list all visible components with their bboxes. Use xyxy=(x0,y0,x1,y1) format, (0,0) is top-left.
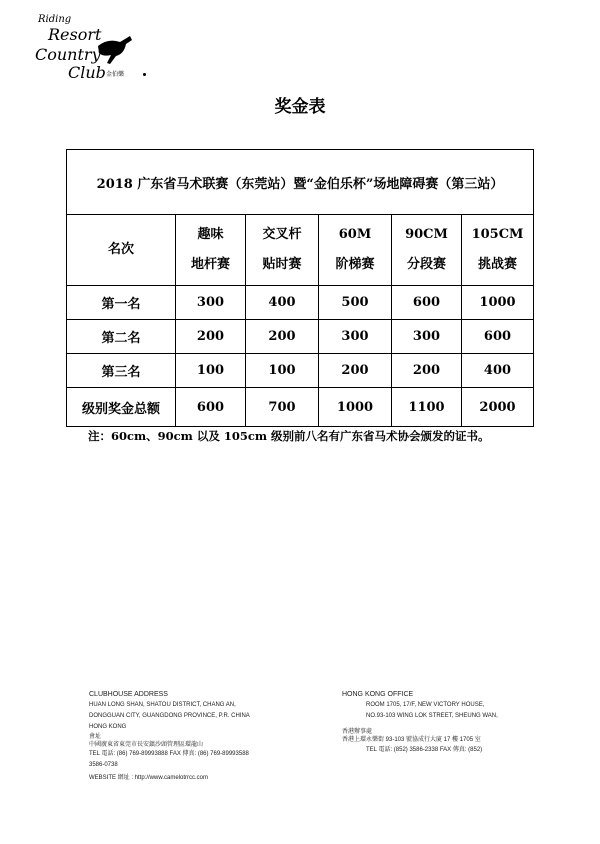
row-label: 级别奖金总额 xyxy=(67,388,176,427)
dot xyxy=(143,73,146,76)
svg-text:Club: Club xyxy=(68,63,106,82)
svg-text:Country: Country xyxy=(35,45,101,64)
page-title: 奖金表 xyxy=(274,97,326,117)
cell: 2000 xyxy=(462,388,534,427)
row-label: 第二名 xyxy=(67,320,176,354)
cell: 100 xyxy=(176,354,246,388)
cell: 1000 xyxy=(462,286,534,320)
clubhouse-address: CLUBHOUSE ADDRESS HUAN LONG SHAN, SHATOU DISTRICT, CHANG AN, DONGGUAN CITY, GUANGDONG PROVINCE, P.R. CHINA HONG KONG 會址 中國廣東省東莞市長安鎮沙頭管理區環龍山 TEL 電話: (86) 769-89993888 FAX 傳真: (86) 769-89993588 3586-0738 WEBSITE 網址 : http://www.camelotrrcc.com xyxy=(89,689,250,784)
cell: 200 xyxy=(176,320,246,354)
table-caption: 2018 广东省马术联赛（东莞站）暨“金伯乐杯”场地障碍赛（第三站） xyxy=(67,150,534,215)
cell: 400 xyxy=(246,286,319,320)
cell: 200 xyxy=(246,320,319,354)
footnote: 注：60cm、90cm 以及 105cm 级别前八名有广东省马术协会颁发的证书。 xyxy=(88,429,490,443)
svg-text:Resort: Resort xyxy=(48,25,102,44)
table-row xyxy=(67,354,534,388)
website-link[interactable]: WEBSITE 網址 : http://www.camelotrrcc.com xyxy=(89,775,209,781)
table-row xyxy=(67,320,534,354)
cell: 1100 xyxy=(392,388,462,427)
club-logo xyxy=(30,8,140,83)
cell: 200 xyxy=(392,354,462,388)
cell: 100 xyxy=(246,354,319,388)
cell: 400 xyxy=(462,354,534,388)
hk-office-address: HONG KONG OFFICE ROOM 1705, 17/F, NEW VICTORY HOUSE, NO.93-103 WING LOK STREET, SHEUNG WAN, 香港辦事處 香港上環永樂街 93-103 號協成行大廈 17 樓 1705 室 TEL 電話: (852) 3586-2338 FAX 傳真: (852) xyxy=(342,691,498,753)
cell: 200 xyxy=(319,354,392,388)
header-cell: 60M 阶梯赛 xyxy=(319,215,392,286)
header-cell: 交叉杆 贴时赛 xyxy=(246,215,319,286)
svg-text:金伯樂: 金伯樂 xyxy=(106,71,125,78)
cell: 600 xyxy=(462,320,534,354)
cell: 600 xyxy=(392,286,462,320)
row-label: 第一名 xyxy=(67,286,176,320)
cell: 300 xyxy=(319,320,392,354)
cell: 300 xyxy=(392,320,462,354)
cell: 600 xyxy=(176,388,246,427)
table-row xyxy=(67,286,534,320)
cell: 1000 xyxy=(319,388,392,427)
svg-text:Riding: Riding xyxy=(38,14,72,25)
cell: 500 xyxy=(319,286,392,320)
header-cell: 105CM 挑战赛 xyxy=(462,215,534,286)
row-label: 第三名 xyxy=(67,354,176,388)
header-cell: 趣味 地杆赛 xyxy=(176,215,246,286)
header-cell: 名次 xyxy=(67,215,176,286)
table-header-row xyxy=(67,215,534,286)
cell: 300 xyxy=(176,286,246,320)
table-row-total xyxy=(67,388,534,427)
header-cell: 90CM 分段赛 xyxy=(392,215,462,286)
prize-table xyxy=(66,149,534,427)
cell: 700 xyxy=(246,388,319,427)
